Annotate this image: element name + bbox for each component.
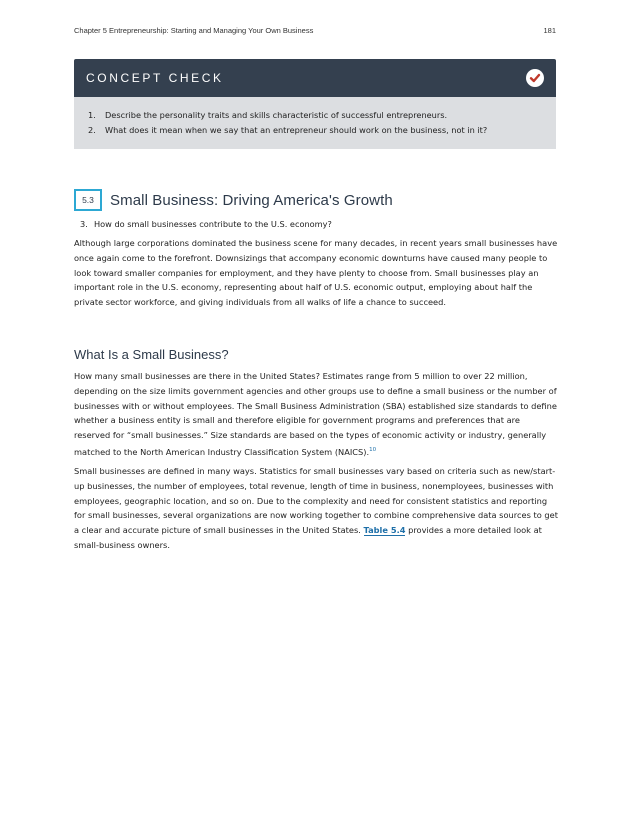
learning-objective [80, 218, 332, 231]
checkmark-icon [526, 69, 544, 87]
section-heading [74, 189, 393, 211]
objective-number: 3. [80, 219, 88, 229]
chapter-title: Chapter 5 Entrepreneurship: Starting and Managing Your Own Business [74, 26, 314, 35]
list-item-text: Describe the personality traits and skills characteristic of successful entrepreneurs. [105, 110, 448, 120]
subsection-title: What Is a Small Business? [74, 347, 229, 362]
concept-check-box [74, 59, 556, 149]
subsection-paragraph-1 [74, 369, 558, 460]
footnote-marker[interactable]: 10 [369, 446, 377, 453]
list-item-text: What does it mean when we say that an entrepreneur should work on the business, not in it? [105, 125, 488, 135]
list-item [88, 108, 544, 123]
concept-check-header [74, 59, 556, 97]
concept-check-title: CONCEPT CHECK [86, 71, 224, 85]
paragraph-text: provides a more detailed look at small-business owners. [74, 525, 542, 550]
table-link[interactable]: Table 5.4 [363, 525, 406, 536]
section-title: Small Business: Driving America's Growth [110, 191, 393, 209]
list-item-number: 2. [88, 125, 96, 135]
paragraph-text: How many small businesses are there in the United States? Estimates range from 5 million to over 22 million, depending on the size limits government agencies and other groups use to define a small business or the number of businesses with or without employees. The Small Business Administration (SBA) established size standards to define whether a business entity is small and therefore eligible for government programs and preferences that are reserved for “small businesses.” Size standards are based on the types of economic activity or industry, generally matched to the North American Industry Classification System (NAICS). [74, 371, 557, 457]
page-number: 181 [543, 26, 556, 35]
section-number-badge: 5.3 [74, 189, 102, 211]
objective-text: How do small businesses contribute to the U.S. economy? [94, 219, 332, 229]
list-item [88, 123, 544, 138]
subsection-paragraph-2 [74, 464, 558, 553]
concept-check-list [74, 97, 556, 149]
page-header [74, 26, 556, 35]
list-item-number: 1. [88, 110, 96, 120]
section-paragraph: Although large corporations dominated the business scene for many decades, in recent years small businesses have once again come to the forefront. Downsizings that accompany economic downturns have caused many people to look toward smaller companies for employment, and they have plenty to choose from. Small businesses play an important role in the U.S. economy, representing about half of U.S. economic output, employing about half the private sector workforce, and giving individuals from all walks of life a chance to succeed. [74, 238, 558, 308]
paragraph-text: Small businesses are defined in many ways. Statistics for small businesses vary based on criteria such as new/start-up businesses, the number of employees, total revenue, length of time in business, nonemployees, businesses with employees, geographic location, and so on. Due to the complexity and need for consistent statistics and reporting for small businesses, several organizations are now working together to combine comprehensive data sources to get a clear and accurate picture of small businesses in the United States. [74, 466, 558, 536]
